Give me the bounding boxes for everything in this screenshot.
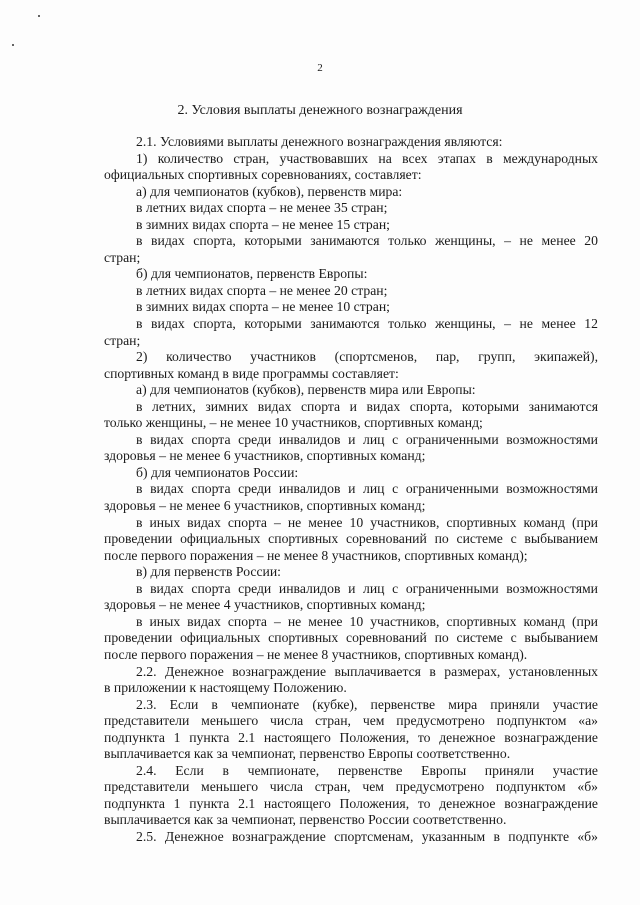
text-line: в видах спорта среди инвалидов и лиц с ограниченными возможностями [136,431,598,447]
text-line: в летних видах спорта – не менее 35 стран; [136,200,388,216]
text-line: 2.5. Денежное вознаграждение спортсменам, указанным в подпункте «б» [136,828,598,844]
text-line: в) для первенств России: [136,564,281,580]
text-line: проведении официальных спортивных соревнований по системе с выбыванием [104,531,598,547]
text-line: в видах спорта среди инвалидов и лиц с ограниченными возможностями [136,580,598,596]
text-line: после первого поражения – не менее 8 участников, спортивных команд); [104,547,528,563]
text-line: 2.4. Если в чемпионате, первенстве Европы приняли участие [136,762,598,778]
text-line: в зимних видах спорта – не менее 10 стран; [136,299,390,315]
text-line: только женщины, – не менее 10 участников, спортивных команд; [104,415,483,431]
text-line: 2.3. Если в чемпионате (кубке), первенстве мира приняли участие [136,696,598,712]
text-line: здоровья – не менее 4 участников, спортивных команд; [104,597,426,613]
text-line: а) для чемпионатов (кубков), первенств мира: [136,183,403,199]
text-line: в летних видах спорта – не менее 20 стран; [136,282,388,298]
text-line: представители меньшего числа стран, чем предусмотрено подпунктом «б» [104,779,598,795]
text-line: 2.2. Денежное вознаграждение выплачивается в размерах, установленных [136,663,598,679]
section-title: 2. Условия выплаты денежного вознаграждения [177,103,463,118]
text-line: проведении официальных спортивных соревнований по системе с выбыванием [104,630,598,646]
text-line: 2.1. Условиями выплаты денежного вознаграждения являются: [136,134,503,149]
text-line: в иных видах спорта – не менее 10 участников, спортивных команд (при [136,613,598,629]
text-line: выплачивается как за чемпионат, первенство Европы соответственно. [104,746,511,762]
text-line: подпункта 1 пункта 2.1 настоящего Положения, то денежное вознаграждение [104,729,598,745]
text-line: в иных видах спорта – не менее 10 участников, спортивных команд (при [136,514,598,530]
text-line: здоровья – не менее 6 участников, спортивных команд; [104,498,426,514]
scan-speck [38,15,40,17]
text-line: 2) количество участников (спортсменов, пар, групп, экипажей), [136,349,598,365]
text-line: в видах спорта среди инвалидов и лиц с ограниченными возможностями [136,481,598,497]
text-line: б) для чемпионатов России: [136,464,299,480]
text-line: 1) количество стран, участвовавших на всех этапах в международных [136,150,598,166]
text-line: б) для чемпионатов, первенств Европы: [136,266,368,282]
text-line: здоровья – не менее 6 участников, спортивных команд; [104,448,426,464]
text-line: представители меньшего числа стран, чем предусмотрено подпунктом «а» [104,713,598,729]
page-number: 2 [317,62,323,74]
text-line: стран; [104,332,141,348]
text-line: в видах спорта, которыми занимаются только женщины, – не менее 12 [136,316,598,332]
text-line: а) для чемпионатов (кубков), первенств мира или Европы: [136,382,476,398]
text-line: в зимних видах спорта – не менее 15 стран; [136,216,390,232]
text-line: подпункта 1 пункта 2.1 настоящего Положения, то денежное вознаграждение [104,795,598,811]
text-line: в летних, зимних видах спорта и видах спорта, которыми занимаются [136,398,598,414]
text-line: в видах спорта, которыми занимаются только женщины, – не менее 20 [136,233,598,249]
text-line: после первого поражения – не менее 8 участников, спортивных команд). [104,646,528,662]
text-line: выплачивается как за чемпионат, первенство России соответственно. [104,812,507,828]
text-line: спортивных команд в виде программы составляет: [104,365,399,381]
scan-speck [12,44,14,46]
document-body [104,134,598,846]
text-line: в приложении к настоящему Положению. [104,680,347,696]
text-line: стран; [104,249,141,265]
text-line: официальных спортивных соревнованиях, составляет: [104,167,422,183]
